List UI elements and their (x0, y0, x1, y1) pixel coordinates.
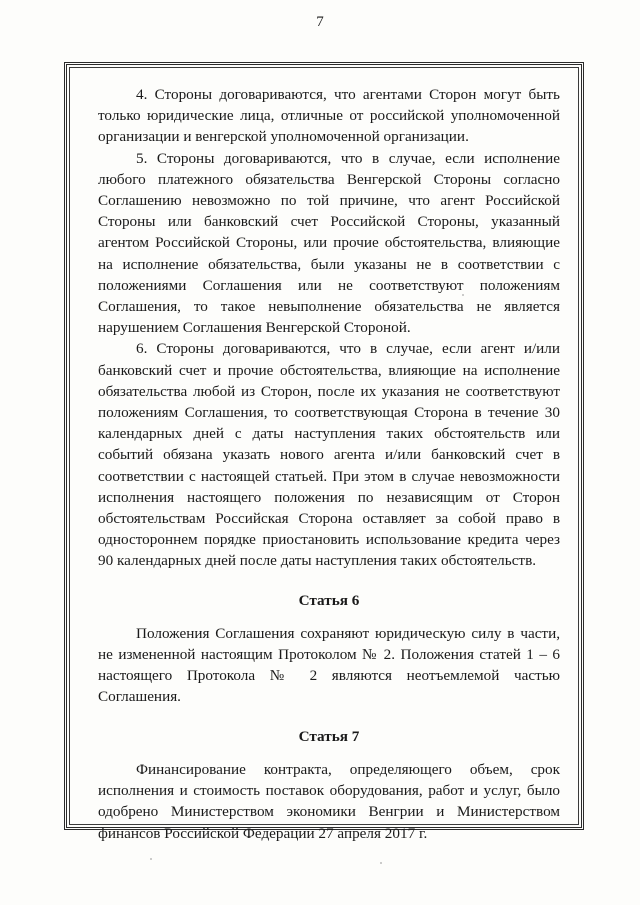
paragraph-4: 4. Стороны договариваются, что агентами Сторон могут быть только юридические лица, отличные от российской уполномоченной организации и венгерской уполномоченной организации. (98, 86, 560, 146)
article-7-heading: Статья 7 (298, 727, 360, 745)
article-7-text: Финансирование контракта, определяющего объем, срок исполнения и стоимость поставок оборудования, работ и услуг, было одобрено Министерством экономики Венгрии и Министерством финансов Российской Федерации 27 апреля 2017 г. (98, 760, 560, 842)
scan-speck (462, 294, 464, 296)
page-number: 7 (316, 14, 324, 30)
article-6-text: Положения Соглашения сохраняют юридическую силу в части, не измененной настоящим Протоколом № 2. Положения статей 1 – 6 настоящего Протокола № 2 являются неотъемлемой частью Соглашения. (98, 624, 560, 706)
article-6-heading: Статья 6 (298, 591, 360, 609)
document-body (98, 84, 560, 844)
scan-speck (150, 858, 152, 860)
scan-speck (380, 862, 382, 864)
paragraph-6: 6. Стороны договариваются, что в случае, если агент и/или банковский счет и прочие обстоятельства, влияющие на исполнение обязательства любой из Сторон, после их указания не соответствуют положениям Соглашения, то соответствующая Сторона в течение 30 календарных дней с даты наступления таких обстоятельств или событий обязана указать нового агента и/или банковский счет в соответствии с настоящей статьей. При этом в случае невозможности исполнения настоящего положения по независящим от Сторон обстоятельствам Российская Сторона оставляет за собой право в одностороннем порядке приостановить использование кредита через 90 календарных дней после даты наступления таких обстоятельств. (98, 340, 560, 570)
paragraph-5: 5. Стороны договариваются, что в случае, если исполнение любого платежного обязательства Венгерской Стороны согласно Соглашению невозможно по той причине, что агент Российской Стороны или банковский счет Российской Стороны, указанный агентом Российской Стороны, или прочие обстоятельства, влияющие на исполнение обязательства, были указаны не в соответствии с положениями Соглашения или не соответствуют положениям Соглашения, то такое невыполнение обязательства не является нарушением Соглашения Венгерской Стороной. (98, 149, 560, 337)
